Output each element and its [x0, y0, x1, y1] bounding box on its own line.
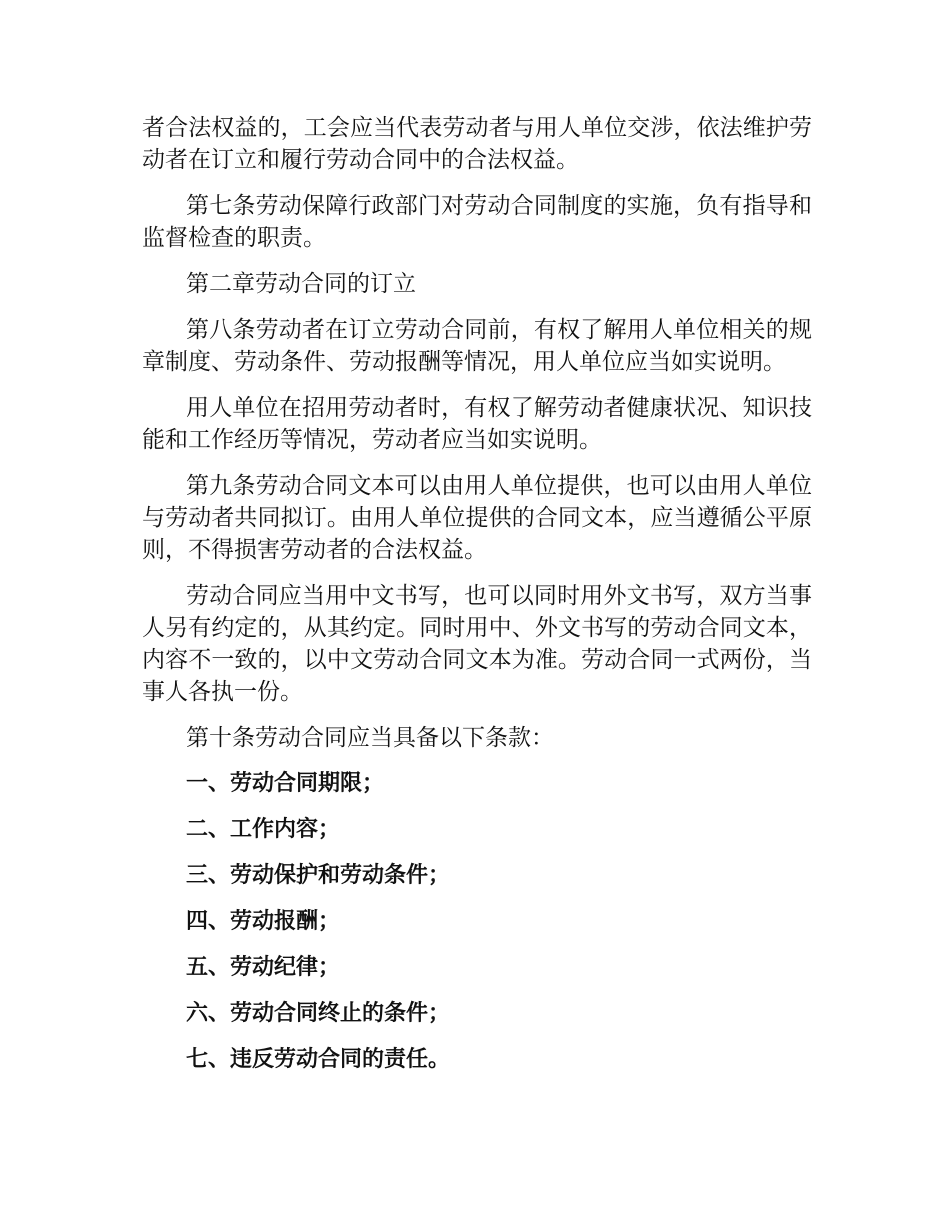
paragraph-article-7: 第七条劳动保障行政部门对劳动合同制度的实施，负有指导和监督检查的职责。: [142, 193, 812, 251]
document-page: [142, 112, 812, 1090]
clause-item-1: 一、劳动合同期限；: [186, 771, 385, 796]
chapter-heading: 第二章劳动合同的订立: [186, 271, 416, 297]
paragraph-article-9: 第九条劳动合同文本可以由用人单位提供，也可以由用人单位与劳动者共同拟订。由用人单位提供的合同文本，应当遵循公平原则，不得损害劳动者的合法权益。: [142, 473, 812, 563]
paragraph-article-10: 第十条劳动合同应当具备以下条款：: [186, 725, 554, 751]
paragraph-article-8-part-2: 用人单位在招用劳动者时，有权了解劳动者健康状况、知识技能和工作经历等情况，劳动者应当如实说明。: [142, 395, 812, 453]
clause-item-6: 六、劳动合同终止的条件；: [186, 1001, 451, 1026]
clause-item-2: 二、工作内容；: [186, 817, 341, 842]
clause-item-4: 四、劳动报酬；: [186, 909, 341, 934]
paragraph-article-9-part-2: 劳动合同应当用中文书写，也可以同时用外文书写，双方当事人另有约定的，从其约定。同时用中、外文书写的劳动合同文本，内容不一致的，以中文劳动合同文本为准。劳动合同一式两份，当事人各执一份。: [142, 583, 812, 705]
clause-item-7: 七、违反劳动合同的责任。: [186, 1047, 451, 1072]
paragraph-continuation: 者合法权益的，工会应当代表劳动者与用人单位交涉，依法维护劳动者在订立和履行劳动合同中的合法权益。: [142, 115, 812, 173]
paragraph-article-8: 第八条劳动者在订立劳动合同前，有权了解用人单位相关的规章制度、劳动条件、劳动报酬等情况，用人单位应当如实说明。: [142, 317, 812, 375]
clause-item-5: 五、劳动纪律；: [186, 955, 341, 980]
clause-item-3: 三、劳动保护和劳动条件；: [186, 863, 451, 888]
